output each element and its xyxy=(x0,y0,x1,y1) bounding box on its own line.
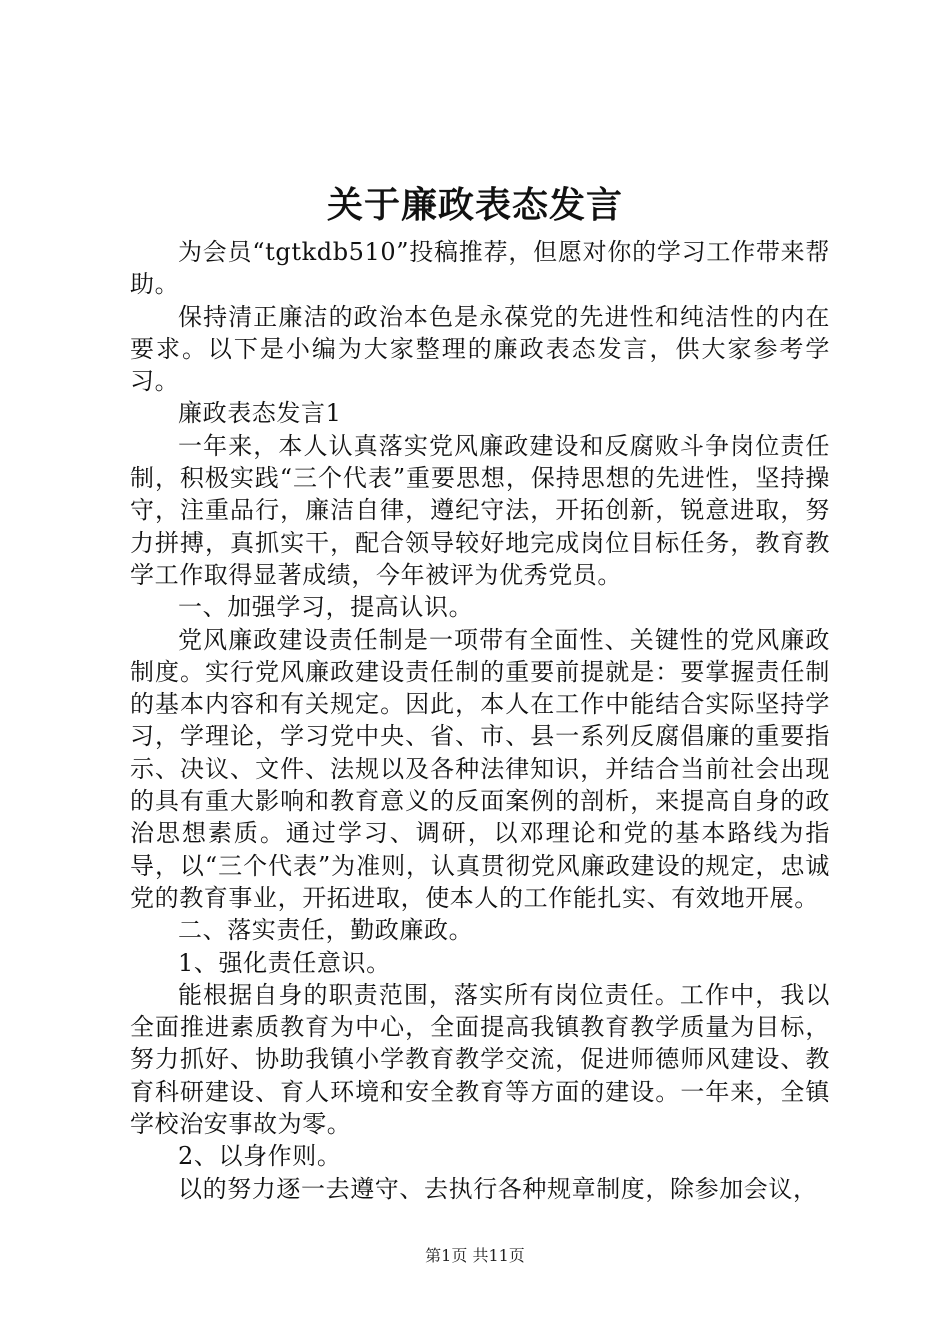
section-heading: 二、落实责任，勤政廉政。 xyxy=(178,916,474,945)
document-title: 关于廉政表态发言 xyxy=(326,184,623,226)
paragraph: 一年来，本人认真落实党风廉政建设和反腐败斗争岗位责任制，积极实践“三个代表”重要思想，保持思想的先进性，坚持操守，注重品行，廉洁自律，遵纪守法，开拓创新，锐意进取，努力拼搏，真抓实干，配合领导较好地完成岗位目标任务，教育教学工作取得显著成绩，今年被评为优秀党员。 xyxy=(130,431,830,589)
paragraph: 为会员“tgtkdb510”投稿推荐，但愿对你的学习工作带来帮助。 xyxy=(130,238,830,299)
document-body xyxy=(130,236,830,1205)
subsection-heading: 2、以身作则。 xyxy=(178,1142,342,1171)
subsection-heading: 1、强化责任意识。 xyxy=(178,948,391,977)
paragraph: 以的努力逐一去遵守、去执行各种规章制度，除参加会议， xyxy=(178,1174,818,1203)
paragraph: 党风廉政建设责任制是一项带有全面性、关键性的党风廉政制度。实行党风廉政建设责任制的重要前提就是：要掌握责任制的基本内容和有关规定。因此，本人在工作中能结合实际坚持学习，学理论，学习党中央、省、市、县一系列反腐倡廉的重要指示、决议、文件、法规以及各种法律知识，并结合当前社会出现的具有重大影响和教育意义的反面案例的剖析，来提高自身的政治思想素质。通过学习、调研，以邓理论和党的基本路线为指导，以“三个代表”为准则，认真贯彻党风廉政建设的规定，忠诚党的教育事业，开拓进取，使本人的工作能扎实、有效地开展。 xyxy=(130,625,830,912)
paragraph: 能根据自身的职责范围，落实所有岗位责任。工作中，我以全面推进素质教育为中心，全面提高我镇教育教学质量为目标，努力抓好、协助我镇小学教育教学交流，促进师德师风建设、教育科研建设、育人环境和安全教育等方面的建设。一年来，全镇学校治安事故为零。 xyxy=(130,980,830,1139)
section-heading: 一、加强学习，提高认识。 xyxy=(178,593,474,622)
paragraph: 保持清正廉洁的政治本色是永葆党的先进性和纯洁性的内在要求。以下是小编为大家整理的廉政表态发言，供大家参考学习。 xyxy=(130,302,830,396)
page-footer: 第1页 共11页 xyxy=(425,1246,525,1265)
section-heading: 廉政表态发言1 xyxy=(178,399,342,428)
